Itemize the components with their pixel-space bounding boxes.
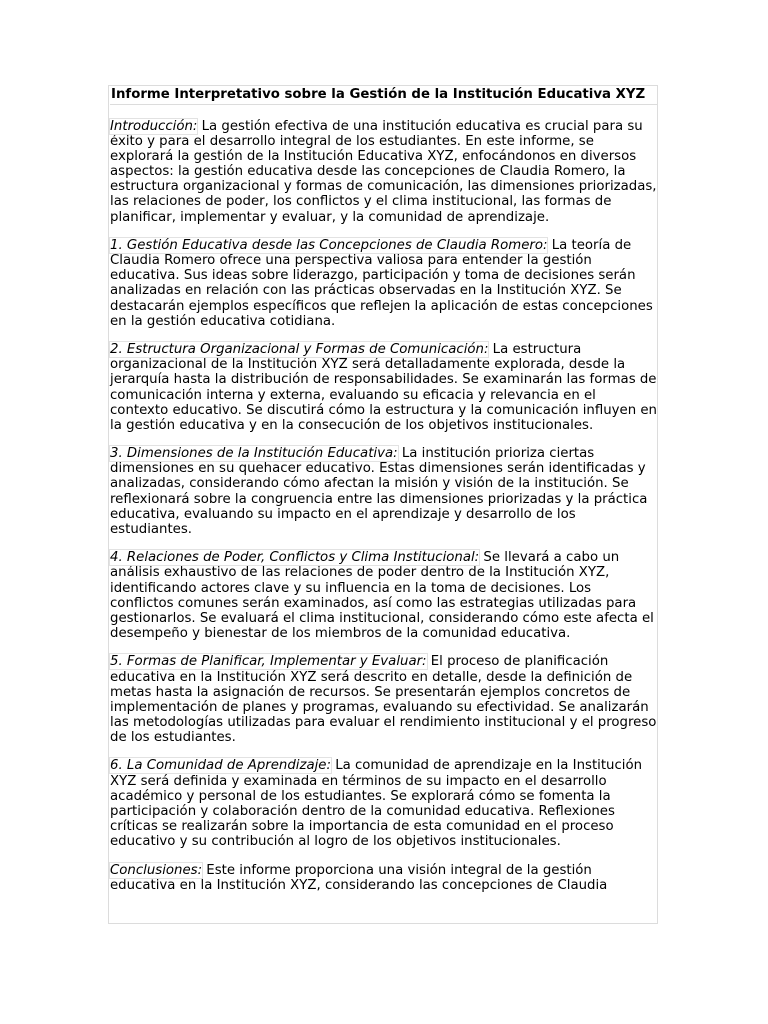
section-conclusiones xyxy=(110,863,657,893)
section-body: La teoría de Claudia Romero ofrece una perspectiva valiosa para entender la gestión educativa. Sus ideas sobre liderazgo, participación y toma de decisiones serán analizadas en relación con las prácticas observadas en la Institución XYZ. Se destacarán ejemplos específicos que reflejen la aplicación de estas concepciones en la gestión educativa cotidiana. xyxy=(110,238,653,329)
section-heading: 3. Dimensiones de la Institución Educativa: xyxy=(110,446,398,462)
section-heading: Introducción: xyxy=(110,119,198,134)
section-estructura-organizacional xyxy=(110,342,657,433)
section-heading: 6. La Comunidad de Aprendizaje: xyxy=(110,758,331,774)
section-introduccion xyxy=(110,119,657,225)
section-body: La estructura organizacional de la Institución XYZ será detalladamente explorada, desde la jerarquía hasta la distribución de responsabilidades. Se examinarán las formas de comunicación interna y externa, evaluando su eficacia y relevancia en el contexto educativo. Se discutirá cómo la estructura y la comunicación influyen en la gestión educativa y en la consecución de los objetivos institucionales. xyxy=(110,342,657,433)
section-relaciones-poder xyxy=(110,550,657,641)
section-body: Se llevará a cabo un análisis exhaustivo de las relaciones de poder dentro de la Institución XYZ, identificando actores clave y su influencia en la toma de decisiones. Los conflictos comunes serán examinados, así como las estrategias utilizadas para gestionarlos. Se evaluará el clima institucional, considerando cómo este afecta el desempeño y bienestar de los miembros de la comunidad educativa. xyxy=(110,550,654,641)
section-body: La institución prioriza ciertas dimensiones en su quehacer educativo. Estas dimensiones serán identificadas y analizadas, considerando cómo afectan la misión y visión de la institución. Se reflexionará sobre la congruencia entre las dimensiones priorizadas y la práctica educativa, evaluando su impacto en el aprendizaje y desarrollo de los estudiantes. xyxy=(110,446,648,537)
section-heading: 1. Gestión Educativa desde las Concepciones de Claudia Romero: xyxy=(110,238,548,254)
section-comunidad-aprendizaje xyxy=(110,758,657,849)
section-heading: 2. Estructura Organizacional y Formas de Comunicación: xyxy=(110,342,489,358)
section-heading: 4. Relaciones de Poder, Conflictos y Clima Institucional: xyxy=(110,550,480,566)
section-gestion-educativa xyxy=(110,238,657,329)
section-planificar xyxy=(110,654,657,745)
document-page xyxy=(108,85,658,924)
section-body: La comunidad de aprendizaje en la Institución XYZ será definida y examinada en términos de su impacto en el desarrollo académico y personal de los estudiantes. Se explorará cómo se fomenta la participación y colaboración dentro de la comunidad educativa. Reflexiones críticas se realizarán sobre la importancia de esta comunidad en el proceso educativo y su contribución al logro de los objetivos institucionales. xyxy=(110,758,643,849)
section-body: El proceso de planificación educativa en la Institución XYZ será descrito en detalle, desde la definición de metas hasta la asignación de recursos. Se presentarán ejemplos concretos de implementación de planes y programas, evaluando su efectividad. Se analizarán las metodologías utilizadas para evaluar el rendimiento institucional y el progreso de los estudiantes. xyxy=(110,654,657,745)
section-heading: Conclusiones: xyxy=(110,862,203,878)
document-title: Informe Interpretativo sobre la Gestión de la Institución Educativa XYZ xyxy=(110,86,657,105)
section-body: La gestión efectiva de una institución educativa es crucial para su éxito y para el desarrollo integral de los estudiantes. En este informe, se explorará la gestión de la Institución Educativa XYZ, enfocándonos en diversos aspectos: la gestión educativa desde las concepciones de Claudia Romero, la estructura organizacional y formas de comunicación, las dimensiones priorizadas, las relaciones de poder, los conflictos y el clima institucional, las formas de planificar, implementar y evaluar, y la comunidad de aprendizaje. xyxy=(110,119,657,225)
section-heading: 5. Formas de Planificar, Implementar y Evaluar: xyxy=(110,654,427,670)
section-dimensiones xyxy=(110,446,657,537)
section-body: Este informe proporciona una visión integral de la gestión educativa en la Institución XYZ, considerando las concepciones de Claudia xyxy=(110,862,608,893)
